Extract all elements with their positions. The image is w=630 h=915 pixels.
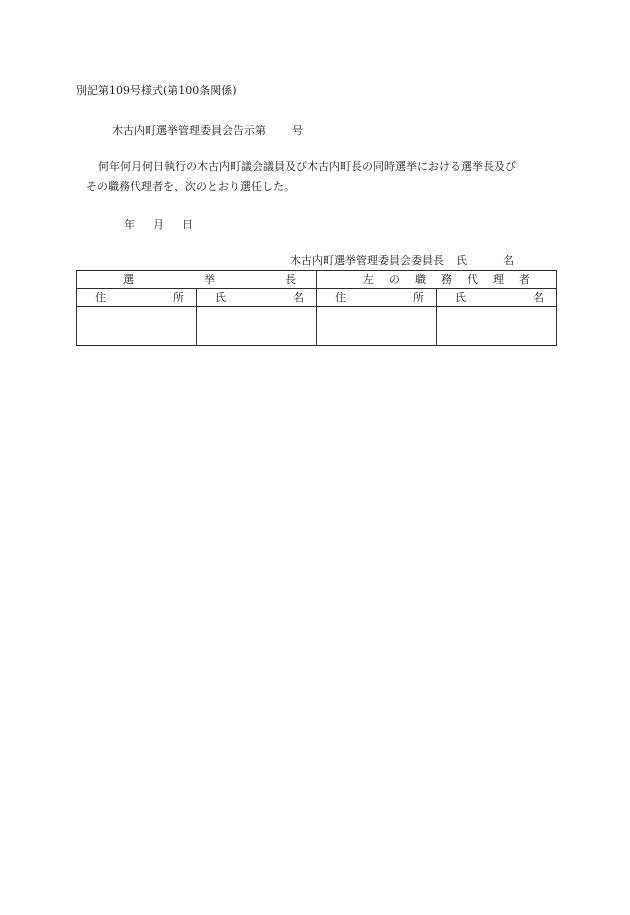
- header-deputy-char: 務: [441, 273, 452, 286]
- date-day: 日: [182, 218, 193, 231]
- header-deputy-char: 職: [415, 273, 426, 286]
- subheader-char: 住: [95, 291, 106, 304]
- subheader-chief-name: [197, 289, 317, 307]
- header-election-chief: [77, 271, 317, 289]
- table-group-header-row: [77, 271, 557, 289]
- subheader-chief-address: [77, 289, 197, 307]
- header-election-chief-char: 挙: [204, 273, 215, 286]
- cell-deputy-address[interactable]: [317, 307, 437, 346]
- notice-body-line-2: その職務代理者を、次のとおり選任した。: [86, 180, 295, 193]
- subheader-char: 住: [335, 291, 346, 304]
- header-deputy-char: 理: [493, 273, 504, 286]
- cell-chief-name[interactable]: [197, 307, 317, 346]
- table-row: [77, 307, 557, 346]
- subheader-deputy-name: [437, 289, 557, 307]
- subheader-char: 名: [533, 291, 544, 304]
- header-deputy-char: の: [389, 273, 400, 286]
- date-month: 月: [153, 218, 164, 231]
- table-subheader-row: [77, 289, 557, 307]
- header-election-chief-char: 長: [285, 273, 296, 286]
- subheader-char: 所: [173, 291, 184, 304]
- subheader-char: 所: [413, 291, 424, 304]
- notice-number-suffix: 号: [292, 124, 303, 137]
- subheader-char: 氏: [215, 291, 226, 304]
- notice-title: [112, 124, 303, 138]
- issuer-line: [290, 254, 514, 268]
- date-line: [124, 218, 193, 232]
- issuer-name-2: 名: [503, 254, 514, 267]
- issuer-name-1: 氏: [456, 254, 467, 267]
- notice-body-line-1: 何年何月何日執行の木古内町議会議員及び木古内町長の同時選挙における選挙長及び: [98, 160, 516, 173]
- header-election-chief-char: 選: [123, 273, 134, 286]
- header-deputy: [317, 271, 557, 289]
- notice-title-text: 木古内町選挙管理委員会告示第: [112, 124, 266, 137]
- subheader-char: 氏: [455, 291, 466, 304]
- header-deputy-char: 代: [467, 273, 478, 286]
- subheader-char: 名: [293, 291, 304, 304]
- header-deputy-char: 左: [363, 273, 374, 286]
- issuer-title: 木古内町選挙管理委員会委員長: [290, 254, 444, 267]
- form-reference: 別記第109号様式(第100条関係): [76, 84, 237, 97]
- header-deputy-char: 者: [519, 273, 530, 286]
- appointment-table: [76, 270, 557, 346]
- subheader-deputy-address: [317, 289, 437, 307]
- cell-deputy-name[interactable]: [437, 307, 557, 346]
- date-year: 年: [124, 218, 135, 231]
- cell-chief-address[interactable]: [77, 307, 197, 346]
